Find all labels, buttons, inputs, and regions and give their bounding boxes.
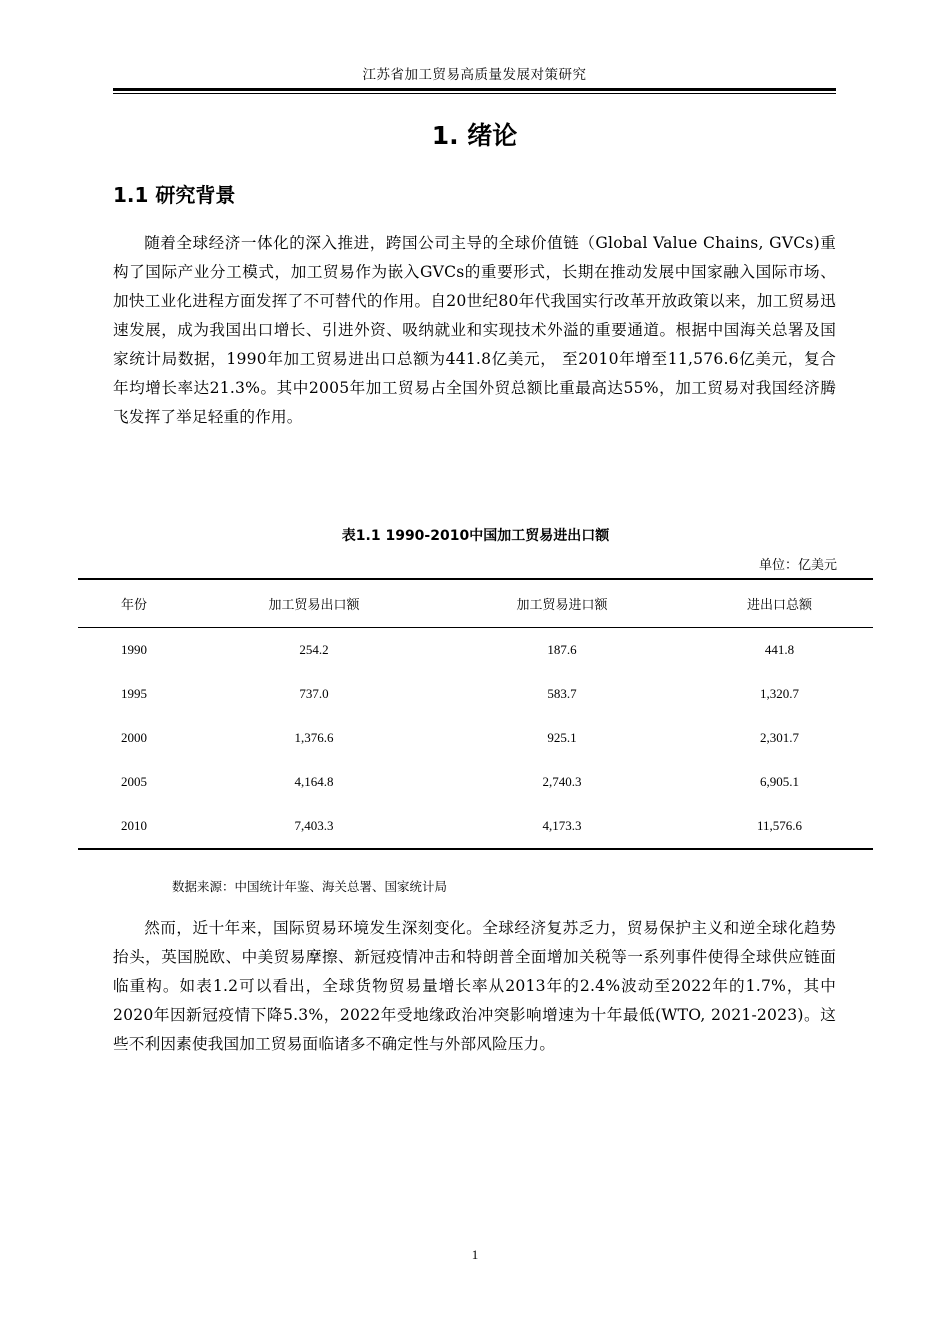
table-caption: 表1.1 1990-2010中国加工贸易进出口额	[341, 528, 610, 544]
cell-import: 4,173.3	[542, 818, 582, 833]
table-unit: 单位：亿美元	[758, 557, 837, 572]
header-rule-thin	[113, 93, 836, 94]
cell-export: 7,403.3	[294, 818, 334, 833]
cell-year: 2005	[121, 774, 147, 789]
table-row	[78, 716, 873, 760]
paragraph-background: 随着全球经济一体化的深入推进，跨国公司主导的全球价值链（Global Value Chains, GVCs)重构了国际产业分工模式，加工贸易作为嵌入GVCs的重要形式，长期在推动发展中国家融入国际市场、加快工业化进程方面发挥了不可替代的作用。自20世纪80年代我国实行改革开放政策以来，加工贸易迅速发展，成为我国出口增长、引进外资、吸纳就业和实现技术外溢的重要通道。根据中国海关总署及国家统计局数据，1990年加工贸易进出口总额为441.8亿美元， 至2010年增至11,576.6亿美元，复合年均增长率达21.3%。其中2005年加工贸易占全国外贸总额比重最高达55%，加工贸易对我国经济腾飞发挥了举足轻重的作用。	[113, 234, 836, 426]
section-title: 1.1 研究背景	[113, 183, 236, 207]
cell-export: 737.0	[299, 686, 329, 701]
table-row	[78, 760, 873, 804]
cell-year: 1990	[121, 642, 147, 657]
cell-total: 441.8	[764, 642, 795, 657]
table-row	[78, 628, 873, 673]
table-row	[78, 804, 873, 849]
cell-year: 2000	[121, 730, 147, 745]
header-total: 进出口总额	[746, 597, 812, 612]
cell-export: 1,376.6	[294, 730, 334, 745]
cell-import: 925.1	[547, 730, 577, 745]
table-source-note: 数据来源：中国统计年鉴、海关总署、国家统计局	[172, 879, 448, 894]
header-year: 年份	[120, 597, 147, 612]
header-import: 加工贸易进口额	[516, 597, 608, 612]
cell-export: 254.2	[299, 642, 329, 657]
cell-total: 11,576.6	[756, 818, 803, 833]
chapter-title: 1. 绪论	[431, 121, 518, 150]
header-export: 加工贸易出口额	[268, 597, 360, 612]
cell-year: 1995	[121, 686, 147, 701]
table-header-row	[78, 579, 873, 628]
page-number: 1	[471, 1247, 479, 1262]
cell-import: 2,740.3	[542, 774, 582, 789]
paragraph-changes: 然而，近十年来，国际贸易环境发生深刻变化。全球经济复苏乏力，贸易保护主义和逆全球化趋势抬头，英国脱欧、中美贸易摩擦、新冠疫情冲击和特朗普全面增加关税等一系列事件使得全球供应链面临重构。如表1.2可以看出，全球货物贸易量增长率从2013年的2.4%波动至2022年的1.7%，其中2020年因新冠疫情下降5.3%，2022年受地缘政治冲突影响增速为十年最低(WTO, 2021-2023)。这些不利因素使我国加工贸易面临诸多不确定性与外部风险压力。	[113, 919, 836, 1053]
cell-total: 2,301.7	[760, 730, 799, 745]
table-row	[78, 672, 873, 716]
processing-trade-table	[78, 578, 873, 850]
running-header: 江苏省加工贸易高质量发展对策研究	[362, 67, 587, 83]
cell-export: 4,164.8	[294, 774, 334, 789]
cell-total: 6,905.1	[760, 774, 799, 789]
cell-import: 187.6	[547, 642, 577, 657]
cell-total: 1,320.7	[760, 686, 799, 701]
cell-import: 583.7	[547, 686, 577, 701]
cell-year: 2010	[121, 818, 147, 833]
header-rule-thick	[113, 88, 836, 91]
